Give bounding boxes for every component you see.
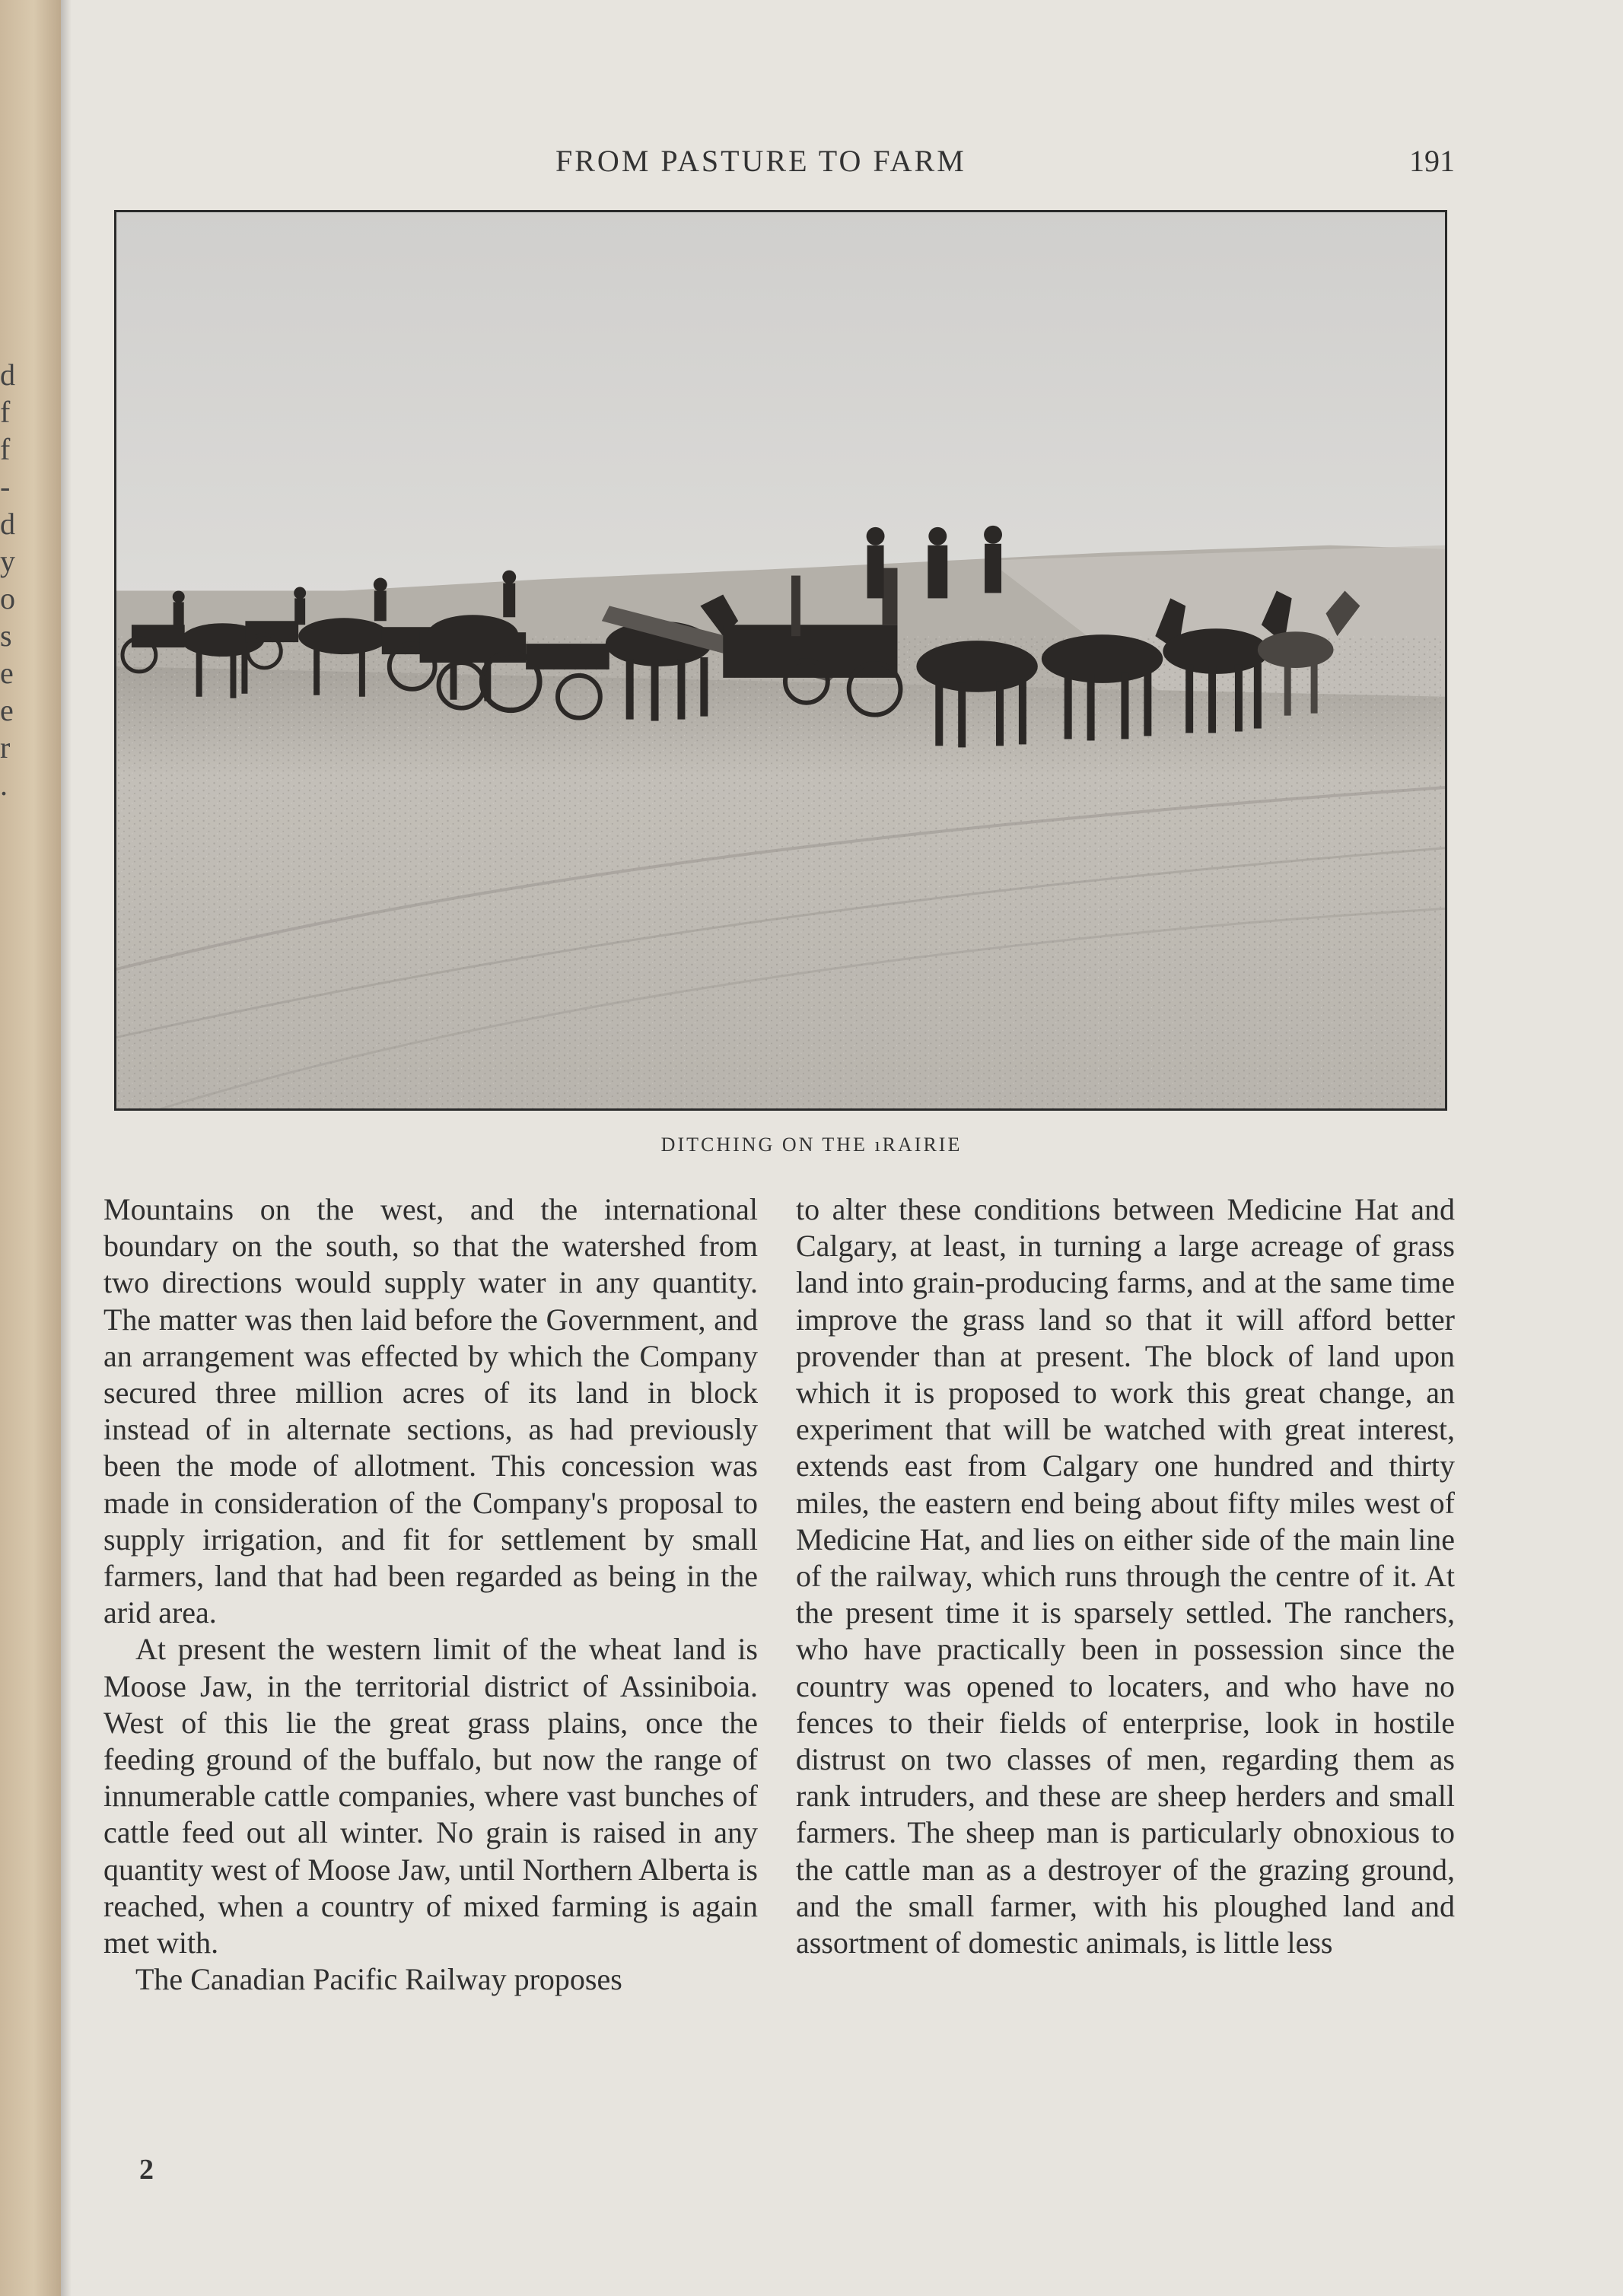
margin-letter: e [0,693,14,727]
running-head: FROM PASTURE TO FARM [555,144,966,178]
right-paragraph-1: to alter these conditions between Medicine Hat and Calgary, at least, in turning a large acreage of grass land into grain-producing farms, and at the same time improve the grass land so that it will afford better provender than at present. The block of land upon which it is proposed to work this great change, an experiment that will be watched with great interest, extends east from Calgary one hundred and thirty miles, the eastern end being about fifty miles west of Medicine Hat, and lies on either side of the main line of the railway, which runs through the centre of it. At the present time it is sparsely settled. The ranchers, who have practically been in possession since the country was opened to locaters, and who have no fences to their fields of enterprise, look in hostile distrust on two classes of men, regarding them as rank intruders, and these are sheep herders and small farmers. The sheep man is particularly obnoxious to the cattle man as a destroyer of the grazing ground, and the small farmer, with his ploughed land and assortment of domestic animals, is little less [796,1192,1455,1961]
sky [116,212,1445,606]
photograph-image [116,212,1445,1108]
photograph-ditching-on-the-prairie [114,210,1447,1111]
margin-letter: f [0,432,11,466]
page-number: 191 [1409,144,1455,178]
right-column [796,1191,1455,1961]
margin-letter: r [0,730,11,765]
left-paragraph-1: Mountains on the west, and the international boundary on the south, so that the watershed from two directions would supply water in any quantity. The matter was then laid before the Government, and an arrangement was effected by which the Company secured three million acres of its land in block instead of in alternate sections, as had previously been the mode of allotment. This concession was made in consideration of the Company's proposal to supply irrigation, and fit for settlement by small farmers, land that had been regarded as being in the arid area. [103,1192,758,1630]
left-column [103,1191,758,1998]
signature-mark: 2 [139,2154,154,2186]
margin-letter: e [0,656,14,690]
margin-letter: f [0,395,11,429]
margin-letter: s [0,619,12,653]
margin-letter: d [0,358,15,392]
left-paragraph-3: The Canadian Pacific Railway proposes [135,1962,622,1997]
margin-letter: y [0,544,15,578]
margin-letter: . [0,768,8,802]
margin-letter: d [0,507,15,541]
margin-letter: o [0,581,15,615]
figure-caption: DITCHING ON THE ıRAIRIE [660,1134,963,1156]
left-paragraph-2: At present the western limit of the wheat land is Moose Jaw, in the territorial district of Assiniboia. West of this lie the great grass plains, once the feeding ground of the buffalo, but now the range of innumerable cattle companies, where vast bunches of cattle feed out all winter. No grain is raised in any quantity west of Moose Jaw, until Northern Alberta is reached, when a country of mixed farming is again met with. [103,1632,758,1961]
facing-page-fragment [0,356,17,803]
margin-letter: - [0,469,11,504]
